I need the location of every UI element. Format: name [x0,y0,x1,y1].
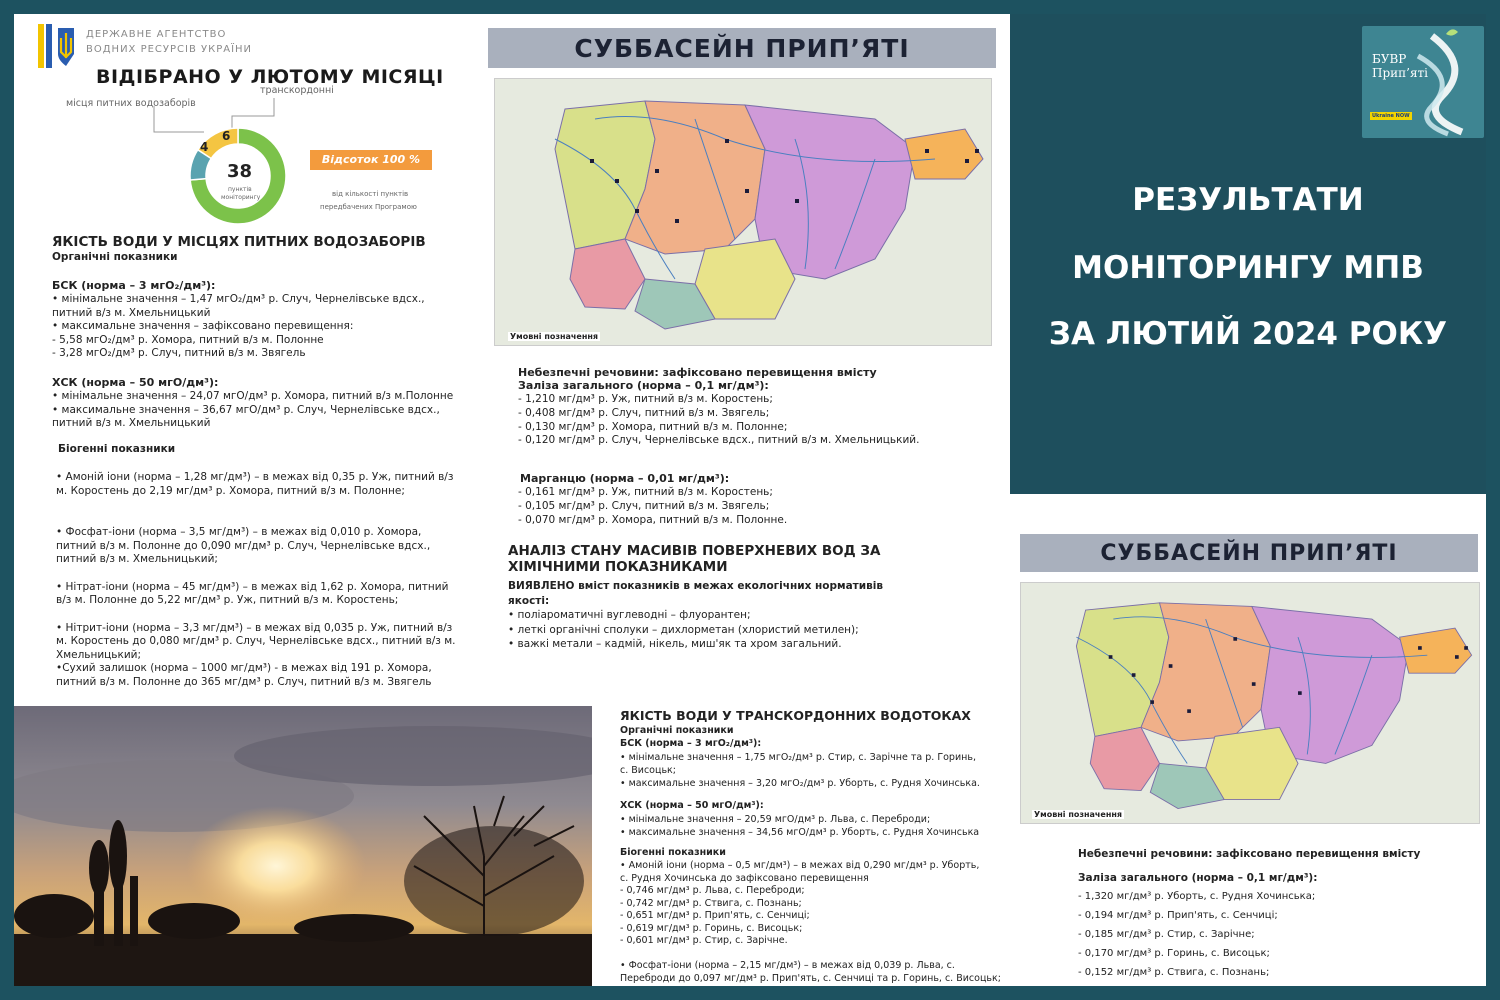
biogenic-line: питний в/з м. Полонне до 0,090 мг/дм³ р. Случ, Чернелівське вдсх., [56,539,431,552]
label-transboundary: транскордонні [260,85,334,96]
text-line: • Фосфат-іони (норма – 2,15 мг/дм³) – в межах від 0,039 р. Льва, с. [620,960,955,971]
analysis-line: ВИЯВЛЕНО вміст показників в межах екологічних нормативів [508,580,884,592]
agency-line-2: ВОДНИХ РЕСУРСІВ УКРАЇНИ [86,44,253,55]
text-line: - 5,58 мгО₂/дм³ р. Хомора, питний в/з м. Полонне [52,333,324,346]
bsk-heading: БСК (норма – 3 мгО₂/дм³): [52,279,216,292]
text-line: - 0,408 мг/дм³ р. Случ, питний в/з м. Звягель; [518,406,770,419]
subbasin-map [494,78,992,346]
monitoring-point [1298,691,1302,695]
donut-segment-b-label: 6 [222,129,231,143]
text-line: - 1,320 мг/дм³ р. Уборть, с. Рудня Хочинська; [1078,891,1316,902]
tb-organic-heading: Органічні показники [620,725,734,736]
text-line: • максимальне значення – 3,20 мгО₂/дм³ р. Уборть, с. Рудня Хочинська. [620,778,980,789]
xsk-heading: ХСК (норма – 50 мгО/дм³): [52,376,219,389]
donut-center-value: 38 [227,161,253,182]
monitoring-point [635,209,639,213]
text-line: питний в/з м. Хмельницький [52,417,211,429]
biogenic-line: • Фосфат-іони (норма – 3,5 мг/дм³) – в межах від 0,010 р. Хомора, [56,526,422,538]
text-line: Переброди до 0,097 мг/дм³ р. Прип'ять, с. Сенчиці та р. Горинь, с. Висоцьк; [620,972,1001,984]
text-line: - 0,070 мг/дм³ р. Хомора, питний в/з м. Полонне. [518,513,788,526]
agency-line-1: ДЕРЖАВНЕ АГЕНТСТВО [86,29,227,40]
monitoring-point [965,159,969,163]
hazard-heading: Небезпечні речовини: зафіксовано перевищення вмісту [518,366,877,379]
biogenic-line: в/з м. Полонне до 5,22 мг/дм³ р. Уж, питний в/з м. Коростень; [56,594,399,606]
text-line: - 0,170 мг/дм³ р. Горинь, с. Висоцьк; [1078,948,1270,959]
monitoring-point [795,199,799,203]
label-drinking: місця питних водозаборів [66,98,196,109]
logo-badge: Ukraine NOW [1372,113,1410,119]
iron-heading: Заліза загального (норма – 0,1 мг/дм³): [518,379,769,392]
transboundary-title: ЯКІСТЬ ВОДИ У ТРАНСКОРДОННИХ ВОДОТОКАХ [620,708,971,723]
text-line: - 0,120 мг/дм³ р. Случ, Чернелівське вдсх., питний в/з м. Хмельницький. [518,434,920,447]
monitoring-point [1187,709,1191,713]
text-line: • мінімальне значення – 24,07 мгО/дм³ р. Хомора, питний в/з м.Полонне [52,390,454,402]
right-hazard-heading: Небезпечні речовини: зафіксовано перевищення вмісту [1078,848,1421,860]
drinking-quality-heading: ЯКІСТЬ ВОДИ У МІСЦЯХ ПИТНИХ ВОДОЗАБОРІВ [52,234,426,250]
donut-center-sub-2: моніторингу [221,194,261,201]
monitoring-point [1109,655,1113,659]
monitoring-point [725,139,729,143]
map-legend-label: Умовні позначення [510,332,599,341]
percent-box: Відсоток 100 % [310,150,432,170]
monitoring-point [1464,646,1468,650]
buvr-pripyat-logo [1362,26,1484,138]
text-line: - 0,161 мг/дм³ р. Уж, питний в/з м. Коростень; [518,486,773,498]
analysis-line: • леткі органічні сполуки – дихлорметан (хлористий метилен); [508,623,859,636]
text-line: • мінімальне значення – 1,75 мгО₂/дм³ р. Стир, с. Зарічне та р. Горинь, [620,752,976,763]
text-line: - 0,619 мг/дм³ р. Горинь, с. Висоцьк; [620,922,803,934]
monitoring-point [1233,637,1237,641]
monitoring-point [745,189,749,193]
monitoring-point [615,179,619,183]
text-line: питний в/з м. Хмельницький [52,306,211,319]
text-line: - 0,105 мг/дм³ р. Случ, питний в/з м. Звягель; [518,499,770,512]
map-region [1090,727,1159,790]
organic-heading: Органічні показники [52,251,178,263]
biogenic-line: • Амоній іони (норма – 1,28 мг/дм³) – в межах від 0,35 р. Уж, питний в/з [56,471,454,483]
biogenic-line: •Сухий залишок (норма – 1000 мг/дм³) - в межах від 191 р. Хомора, [56,662,432,674]
monitoring-point [1132,673,1136,677]
text-line: • Амоній іони (норма – 0,5 мг/дм³) – в межах від 0,290 мг/дм³ р. Уборть, [620,860,980,871]
text-line: • максимальне значення – 34,56 мгО/дм³ р. Уборть, с. Рудня Хочинська [620,827,980,838]
banner-line-1: РЕЗУЛЬТАТИ [1132,182,1364,218]
text-line: - 0,746 мг/дм³ р. Льва, с. Переброди; [620,885,805,896]
monitoring-point [1455,655,1459,659]
logo-text-2: Прип’яті [1372,66,1429,80]
percent-note-2: передбачених Програмою [320,203,417,211]
right-map-legend-label: Умовні позначення [1034,810,1123,819]
text-line: - 0,651 мг/дм³ р. Прип'ять, с. Сенчиці; [620,910,810,921]
monitoring-point [1150,700,1154,704]
right-iron-heading: Заліза загального (норма – 0,1 мг/дм³): [1078,872,1318,884]
text-line: • максимальне значення – зафіксовано перевищення: [52,320,354,332]
analysis-line: якості: [508,594,550,607]
logo-text-1: БУВР [1372,52,1407,66]
text-line: с. Висоцьк; [620,765,676,776]
manganese-heading: Марганцю (норма – 0,01 мг/дм³): [520,472,730,485]
biogenic-line: питний в/з м. Хмельницький; [56,553,218,565]
map-region [570,239,645,309]
pripyat-subbasin-panel [486,14,1010,706]
map-region [1400,628,1472,673]
monitoring-point [1418,646,1422,650]
donut-center-sub-1: пунктів [228,186,252,193]
map-region [905,129,983,179]
biogenic-line: м. Коростень до 2,19 мг/дм³ р. Хомора, питний в/з м. Полонне; [56,484,405,497]
text-line: • максимальне значення – 36,67 мгО/дм³ р. Случ, Чернелівське вдсх., [52,403,440,416]
monitoring-point [1252,682,1256,686]
sunset-photo [14,706,592,986]
text-line: - 0,152 мг/дм³ р. Ствига, с. Познань; [1078,967,1270,978]
analysis-line: • поліароматичні вуглеводні – флуорантен; [508,609,751,621]
subbasin-title-bar: СУББАСЕЙН ПРИП’ЯТІ [488,28,996,68]
drinking-water-panel [14,14,504,706]
text-line: - 0,194 мг/дм³ р. Прип'ять, с. Сенчиці; [1078,910,1278,921]
banner-line-2: МОНІТОРИНГУ МПВ [1072,250,1424,286]
text-line: - 3,28 мгО₂/дм³ р. Случ, питний в/з м. Звягель [52,347,306,359]
biogenic-heading: Біогенні показники [58,443,176,455]
tb-bsk-heading: БСК (норма – 3 мгО₂/дм³): [620,738,762,749]
text-line: • мінімальне значення – 20,59 мгО/дм³ р. Льва, с. Переброди; [620,814,931,825]
text-line: - 0,742 мг/дм³ р. Ствига, с. Познань; [620,897,802,909]
monitoring-point [975,149,979,153]
biogenic-line: • Нітрит-іони (норма – 3,3 мг/дм³) – в межах від 0,035 р. Уж, питний в/з [56,621,453,634]
donut-segment-a-label: 4 [200,140,209,154]
biogenic-line: Хмельницький; [56,648,142,661]
right-subbasin-panel [1010,494,1486,986]
tb-biogenic-heading: Біогенні показники [620,847,726,858]
monitoring-point [675,219,679,223]
monitoring-point [925,149,929,153]
transboundary-panel [592,692,1010,986]
right-subbasin-map [1020,582,1480,824]
right-subbasin-title-bar: СУББАСЕЙН ПРИП’ЯТІ [1020,534,1478,572]
text-line: • мінімальне значення – 1,47 мгО₂/дм³ р. Случ, Чернелівське вдсх., [52,293,425,305]
text-line: - 0,601 мг/дм³ р. Стир, с. Зарічне. [620,935,788,946]
banner-line-3: ЗА ЛЮТИЙ 2024 РОКУ [1048,316,1448,352]
map-region [695,239,795,319]
percent-note-1: від кількості пунктів [332,190,409,198]
sampled-title: ВІДІБРАНО У ЛЮТОМУ МІСЯЦІ [96,66,444,88]
text-line: - 0,130 мг/дм³ р. Хомора, питний в/з м. Полонне; [518,420,788,433]
analysis-title-2: ХІМІЧНИМИ ПОКАЗНИКАМИ [508,559,728,575]
ukraine-coat-of-arms-icon [38,24,78,68]
biogenic-line: питний в/з м. Полонне до 365 мг/дм³ р. Случ, питний в/з м. Звягель [56,675,432,688]
wave-logo-icon [1362,26,1484,138]
text-line: с. Рудня Хочинська до зафіксовано перевищення [620,872,869,884]
monitoring-point [655,169,659,173]
text-line: - 1,210 мг/дм³ р. Уж, питний в/з м. Коростень; [518,393,773,405]
tb-xsk-heading: ХСК (норма – 50 мгО/дм³): [620,800,764,811]
monitoring-point [1169,664,1173,668]
analysis-title-1: АНАЛІЗ СТАНУ МАСИВІВ ПОВЕРХНЕВИХ ВОД ЗА [508,543,881,559]
biogenic-line: м. Коростень до 0,080 мг/дм³ р. Случ, Чернелівське вдсх., питний в/з м. [56,635,456,647]
analysis-line: • важкі метали – кадмій, нікель, миш'як та хром загальний. [508,638,842,650]
biogenic-line: • Нітрат-іони (норма – 45 мг/дм³) – в межах від 1,62 р. Хомора, питний [56,580,449,593]
map-region [1206,727,1298,799]
text-line: - 0,185 мг/дм³ р. Стир, с. Зарічне; [1078,929,1255,940]
monitoring-point [590,159,594,163]
